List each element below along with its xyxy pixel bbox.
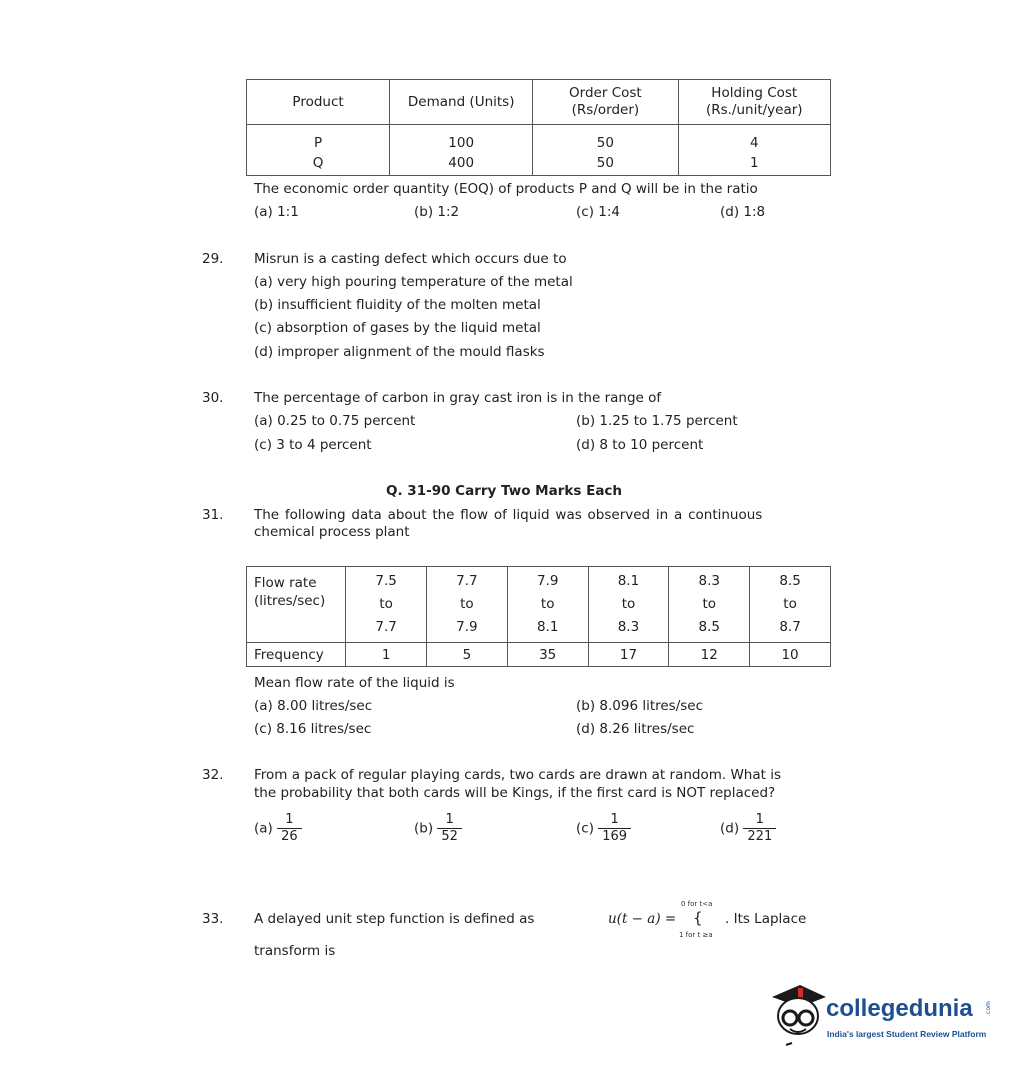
q28-option-b: (b) 1:2: [414, 204, 460, 220]
table-row: [247, 151, 831, 176]
range-cell: 8.1 to 8.3: [588, 567, 669, 643]
q30-number: 30.: [202, 390, 224, 406]
frequency-cell: 17: [588, 643, 669, 667]
q32-stem-line2: the probability that both cards will be Kings, if the first card is NOT replaced?: [254, 785, 776, 801]
q31-option-c: (c) 8.16 litres/sec: [254, 721, 372, 737]
q32-number: 32.: [202, 767, 224, 783]
range-cell: 8.3 to 8.5: [669, 567, 750, 643]
q31-stem-line1: The following data about the flow of liquid was observed in a continuous: [254, 507, 763, 523]
collegedunia-logo: [768, 983, 993, 1053]
fraction: $\frac{1}{169}$: [598, 812, 631, 845]
q29-number: 29.: [202, 251, 224, 267]
q33-case-2: 1 for t ≥a: [679, 931, 713, 939]
header-demand: Demand (Units): [390, 80, 533, 125]
q30-option-c: (c) 3 to 4 percent: [254, 437, 372, 453]
q32-option-c: (c) $\frac{1}{169}$: [576, 812, 631, 845]
table-row: [247, 125, 831, 151]
logo-tagline: India's largest Student Review Platform: [827, 1029, 987, 1039]
eoq-table: [246, 79, 831, 176]
fraction: $\frac{1}{52}$: [437, 812, 462, 845]
fraction: $\frac{1}{26}$: [277, 812, 302, 845]
q32-option-a: (a) $\frac{1}{26}$: [254, 812, 302, 845]
frequency-cell: 12: [669, 643, 750, 667]
q29-stem: Misrun is a casting defect which occurs due to: [254, 251, 567, 267]
q31-stem-line2: chemical process plant: [254, 524, 410, 540]
frequency-cell: 1: [346, 643, 427, 667]
table-cell: 100: [390, 125, 533, 151]
flow-rate-label: Flow rate (litres/sec): [247, 567, 346, 643]
q30-stem: The percentage of carbon in gray cast iron is in the range of: [254, 390, 662, 406]
range-cell: 7.7 to 7.9: [427, 567, 508, 643]
mascot-icon: [768, 983, 828, 1053]
table-cell: P: [247, 125, 390, 151]
q28-option-d: (d) 1:8: [720, 204, 766, 220]
q28-option-a: (a) 1:1: [254, 204, 299, 220]
q30-option-b: (b) 1.25 to 1.75 percent: [576, 413, 738, 429]
q31-option-a: (a) 8.00 litres/sec: [254, 698, 373, 714]
q31-option-d: (d) 8.26 litres/sec: [576, 721, 695, 737]
header-order-cost: Order Cost (Rs/order): [533, 80, 678, 125]
logo-suffix: .com: [984, 1001, 992, 1016]
q31-question: Mean flow rate of the liquid is: [254, 675, 455, 691]
table-cell: Q: [247, 151, 390, 176]
q28-stem: The economic order quantity (EOQ) of products P and Q will be in the ratio: [254, 181, 758, 197]
q32-option-d: (d) $\frac{1}{221}$: [720, 812, 776, 845]
table-header-row: [247, 80, 831, 125]
table-cell: 4: [678, 125, 830, 151]
q30-option-d: (d) 8 to 10 percent: [576, 437, 704, 453]
frequency-cell: 35: [507, 643, 588, 667]
frequency-cell: 5: [427, 643, 508, 667]
table-cell: 400: [390, 151, 533, 176]
q33-case-1: 0 for t<a: [681, 900, 713, 908]
q33-stem-pre: A delayed unit step function is defined as: [254, 911, 535, 927]
section-heading: Q. 31-90 Carry Two Marks Each: [386, 483, 623, 499]
flow-rate-row: [247, 567, 831, 643]
q29-option-c: (c) absorption of gases by the liquid metal: [254, 320, 541, 336]
q29-option-a: (a) very high pouring temperature of the metal: [254, 274, 573, 290]
flow-rate-table: [246, 566, 831, 667]
table-cell: 1: [678, 151, 830, 176]
range-cell: 7.5 to 7.7: [346, 567, 427, 643]
fraction: $\frac{1}{221}$: [743, 812, 776, 845]
q33-stem-line2: transform is: [254, 943, 336, 959]
q32-stem-line1: From a pack of regular playing cards, two cards are drawn at random. What is: [254, 767, 782, 783]
table-cell: 50: [533, 125, 678, 151]
table-cell: 50: [533, 151, 678, 176]
q32-option-b: (b) $\frac{1}{52}$: [414, 812, 462, 845]
frequency-label: Frequency: [247, 643, 346, 667]
header-product: Product: [247, 80, 390, 125]
logo-wordmark: collegedunia: [826, 995, 973, 1022]
q29-option-b: (b) insufficient fluidity of the molten metal: [254, 297, 541, 313]
range-cell: 7.9 to 8.1: [507, 567, 588, 643]
q30-option-a: (a) 0.25 to 0.75 percent: [254, 413, 416, 429]
q33-stem-post: . Its Laplace: [725, 911, 807, 927]
q33-function: u(t − a) =: [608, 911, 677, 927]
header-holding-cost: Holding Cost (Rs./unit/year): [678, 80, 830, 125]
frequency-row: [247, 643, 831, 667]
frequency-cell: 10: [750, 643, 831, 667]
q33-brace: {: [693, 909, 703, 927]
range-cell: 8.5 to 8.7: [750, 567, 831, 643]
q28-option-c: (c) 1:4: [576, 204, 620, 220]
q31-number: 31.: [202, 507, 224, 523]
q33-number: 33.: [202, 911, 224, 927]
q29-option-d: (d) improper alignment of the mould flasks: [254, 344, 545, 360]
q31-option-b: (b) 8.096 litres/sec: [576, 698, 704, 714]
